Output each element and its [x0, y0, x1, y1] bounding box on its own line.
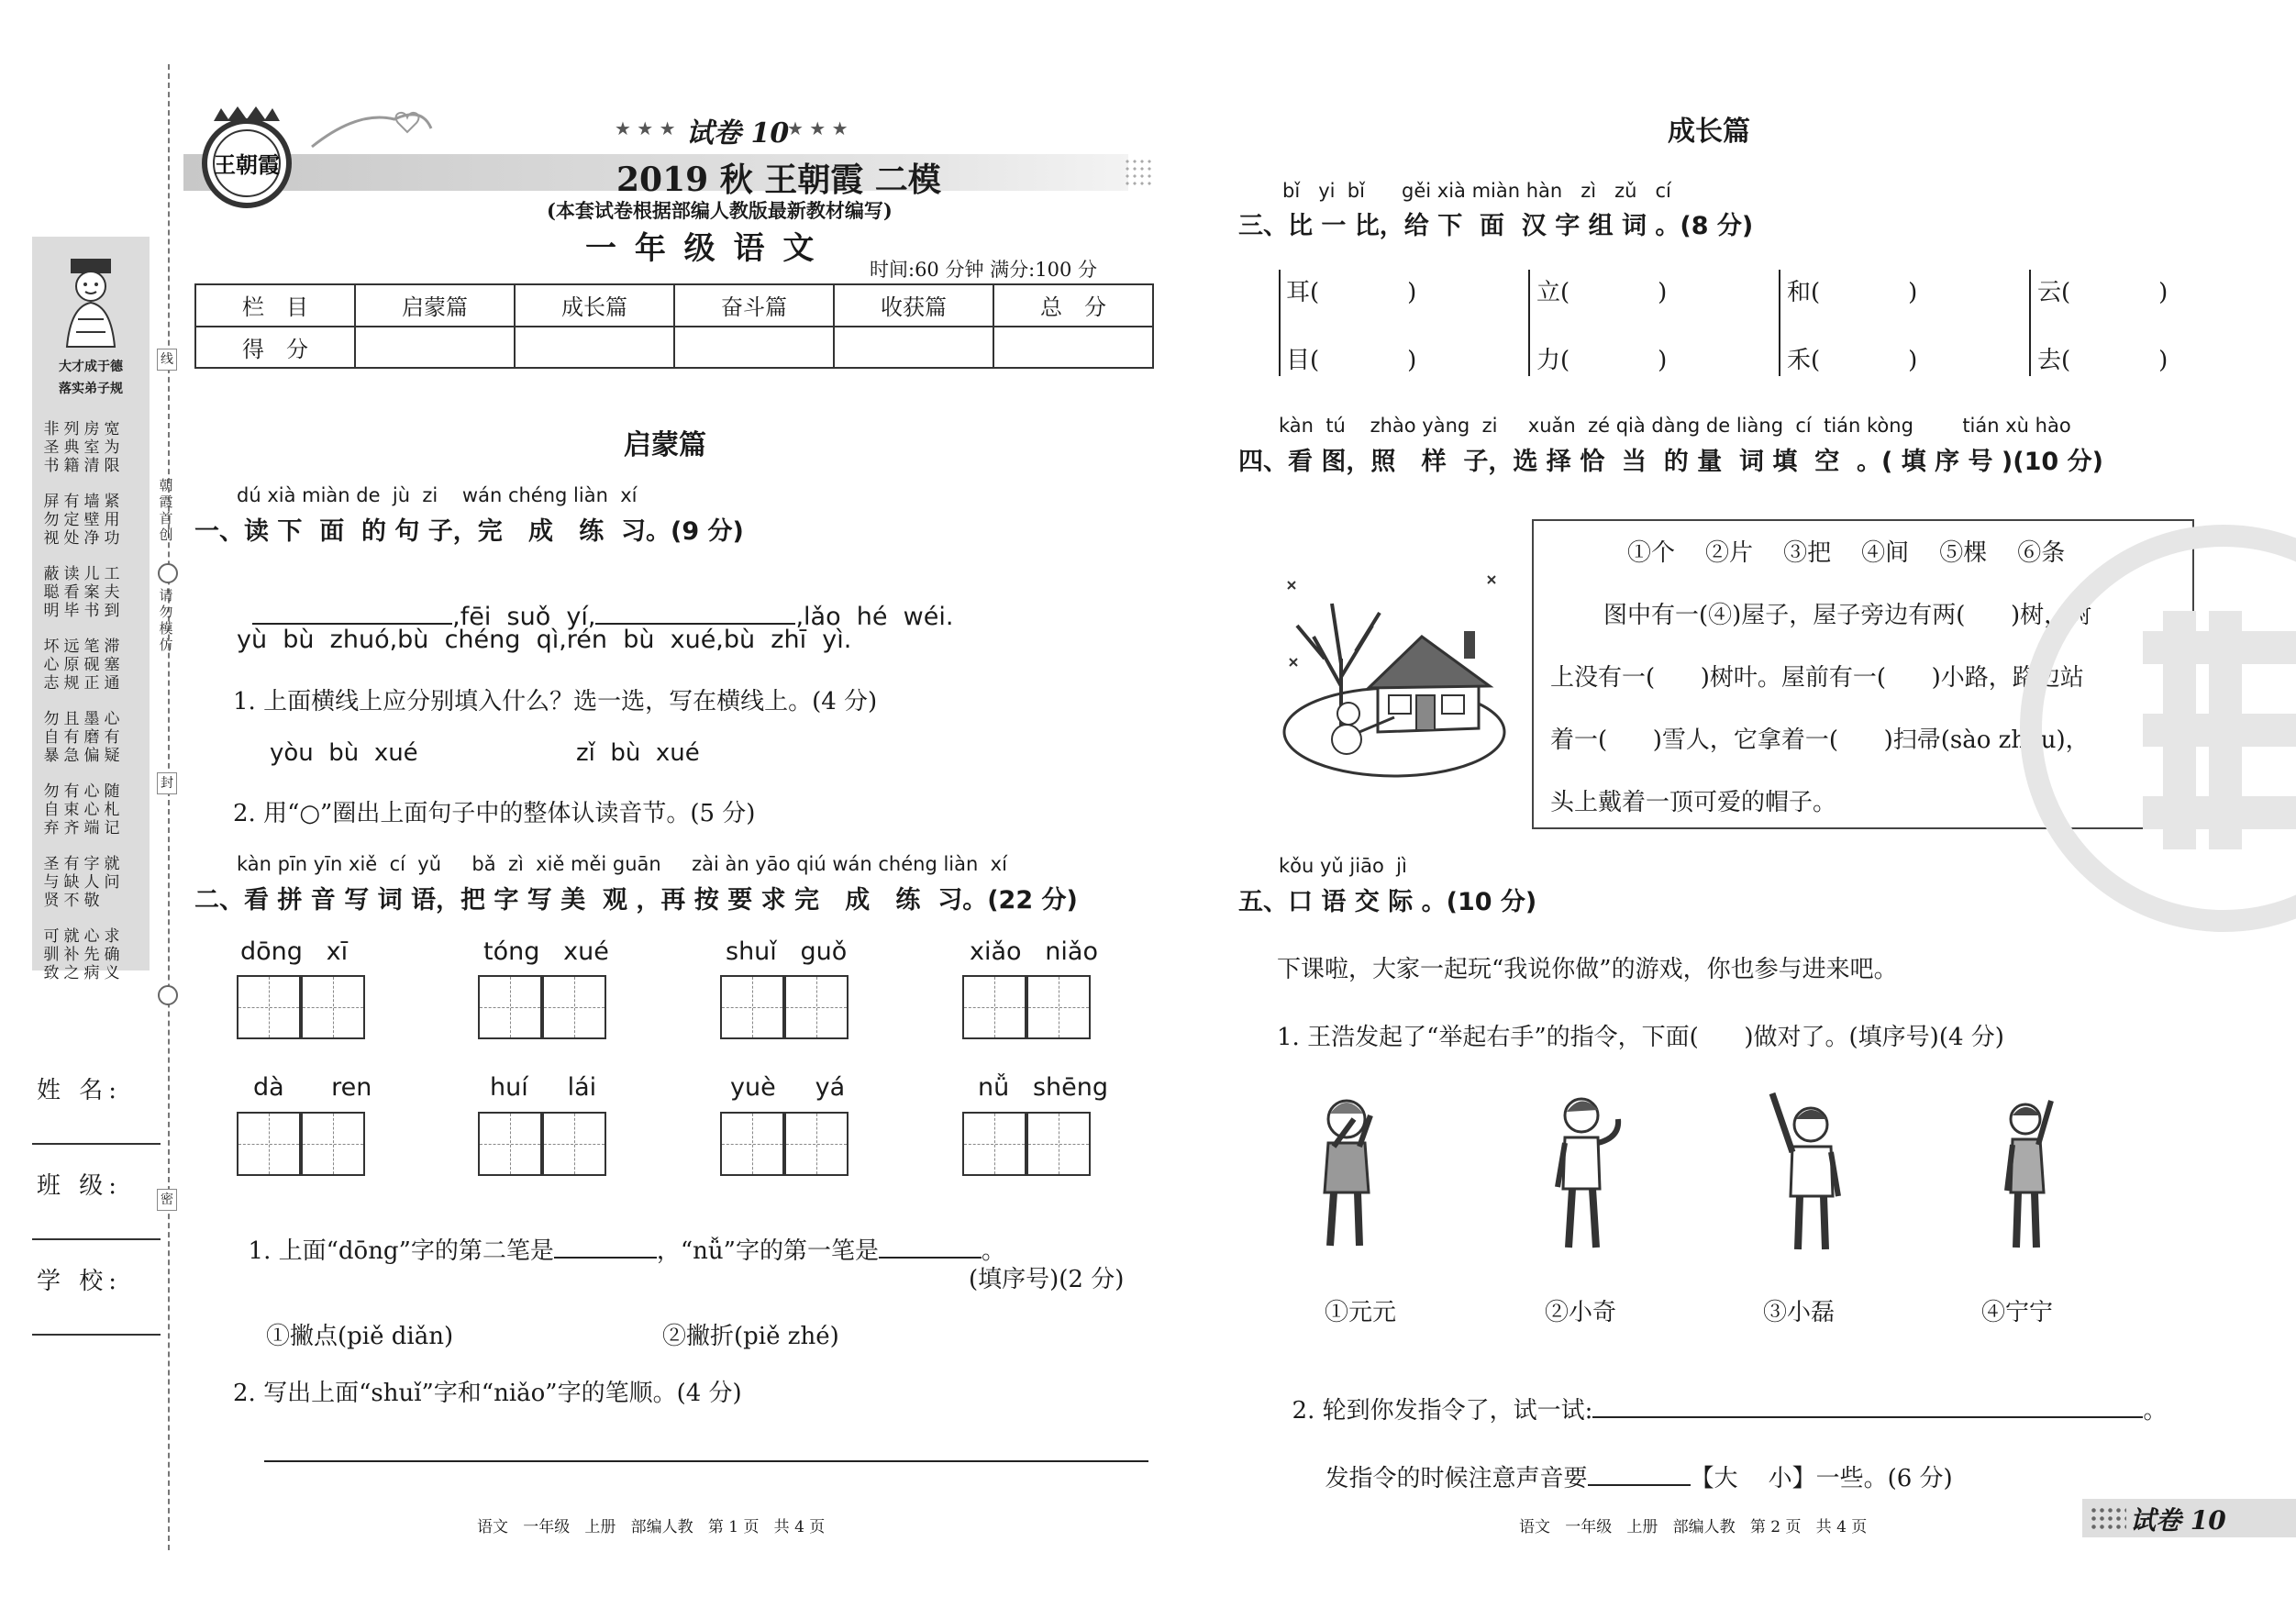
motto-char: 处 — [63, 529, 80, 548]
motto-char: 明 — [43, 602, 60, 620]
right-footer: 语文 一年级 上册 部编人教 第 2 页 共 4 页 — [1519, 1518, 1868, 1536]
motto-char: 端 — [83, 819, 100, 837]
motto-char: 列 — [63, 420, 80, 438]
q4-line2: 上没有一( )树叶。屋前有一( )小路，路边站 — [1550, 664, 2084, 692]
binding-hole-icon — [158, 563, 178, 583]
motto-block — [41, 927, 61, 996]
motto-block — [61, 420, 82, 489]
motto-char: 毕 — [63, 602, 80, 620]
motto-char: 敬 — [83, 892, 100, 910]
q3-pinyin: bǐ yi bǐ gěi xià miàn hàn zì zǔ cí — [1282, 180, 1671, 202]
motto-char: 暴 — [43, 747, 60, 765]
q2-word-pinyin: xiǎo niǎo — [970, 937, 1098, 966]
motto-char: 自 — [43, 728, 60, 747]
motto-char: 净 — [83, 529, 100, 548]
q3-item[interactable] — [1286, 341, 1416, 375]
score-col-shouhuo: 收获篇 — [834, 284, 993, 327]
child-name: ②小奇 — [1545, 1299, 1617, 1326]
q3-close: ) — [2158, 347, 2168, 374]
side-tag-char: 勿 — [159, 604, 173, 620]
writing-grid-cell[interactable] — [478, 975, 542, 1039]
q1-line1-end: ,lǎo hé wéi. — [795, 603, 954, 631]
q5-sub3 — [1310, 1431, 1953, 1493]
q2-blank-dong[interactable] — [554, 1231, 657, 1259]
motto-char: 疑 — [104, 747, 120, 765]
motto-char: 有 — [63, 855, 80, 873]
q5-sub2-end: 。 — [2143, 1397, 2168, 1425]
motto-block — [82, 493, 102, 561]
motto-char: 墨 — [83, 710, 100, 728]
class-field[interactable] — [32, 1238, 161, 1240]
score-table — [194, 283, 1154, 369]
motto-char: 不 — [63, 892, 80, 910]
motto-column — [41, 420, 61, 1000]
motto-char: 砚 — [83, 656, 100, 674]
motto-char: 之 — [63, 964, 80, 982]
q2-word-pinyin: yuè yá — [730, 1073, 846, 1102]
q4-title: 四、看 图，照 样 子，选 择 恰 当 的 量 词 填 空 。( 填 序 号 )(10 分) — [1238, 448, 2103, 476]
motto-block — [61, 638, 82, 706]
motto-column — [61, 420, 82, 1000]
motto-char: 书 — [83, 602, 100, 620]
motto-block — [41, 710, 61, 779]
motto-block — [61, 927, 82, 996]
motto-char: 就 — [63, 927, 80, 946]
motto-char: 有 — [63, 493, 80, 511]
motto-char: 典 — [63, 438, 80, 457]
motto-char: 贤 — [43, 892, 60, 910]
side-tag-char: 创 — [159, 527, 173, 543]
q3-close: ) — [1658, 279, 1668, 306]
writing-grid-cell[interactable] — [720, 1112, 784, 1176]
motto-char: 书 — [43, 457, 60, 475]
q3-char: 和( — [1787, 279, 1821, 306]
motto-char: 记 — [104, 819, 120, 837]
side-tag-char: 朝 — [159, 477, 173, 494]
motto-char: 急 — [63, 747, 80, 765]
motto-block — [41, 782, 61, 851]
writing-grid-cell[interactable] — [301, 975, 365, 1039]
q2-word-pinyin: huí lái — [490, 1073, 597, 1102]
motto-char: 可 — [43, 927, 60, 946]
seal-mark-secret: 密 — [157, 1189, 177, 1211]
ribbon-dots — [1124, 158, 1155, 189]
q4-options: ①个 ②片 ③把 ④间 ⑤棵 ⑥条 — [1627, 539, 2066, 567]
motto-block — [102, 782, 122, 851]
child-xiaolei-icon — [1761, 1088, 1853, 1257]
motto-char: 偏 — [83, 747, 100, 765]
q1-blank-2[interactable] — [595, 597, 795, 625]
q3-close: ) — [1658, 347, 1668, 374]
q2-sub1 — [233, 1203, 1005, 1266]
q3-char: 禾( — [1787, 347, 1821, 374]
side-tag-char: 霞 — [159, 494, 173, 510]
motto-char: 正 — [83, 674, 100, 693]
motto-block — [82, 782, 102, 851]
motto-block — [102, 565, 122, 634]
name-label: 姓 名: — [37, 1077, 123, 1104]
q2-word-pinyin: dōng xī — [240, 937, 349, 966]
motto-char: 心 — [83, 927, 100, 946]
watermark-seal-icon — [2014, 519, 2296, 937]
side-tag-char: 请 — [159, 587, 173, 604]
q1-pinyin: dú xià miàn de jù zi wán chéng liàn xí — [237, 484, 638, 506]
score-row-label: 得 分 — [195, 327, 355, 369]
q3-item[interactable] — [1286, 273, 1416, 307]
motto-char: 有 — [63, 782, 80, 801]
motto-char: 蔽 — [43, 565, 60, 583]
child-xiaoqi-icon — [1541, 1086, 1633, 1257]
q1-sub2: 2. 用“○”圈出上面句子中的整体认读音节。(5 分) — [233, 800, 756, 827]
writing-grid-cell[interactable] — [1026, 1112, 1091, 1176]
score-table-header-row — [195, 284, 1153, 327]
score-cell[interactable] — [674, 327, 834, 369]
q5-sub3-text: 发指令的时候注意声音要 — [1325, 1465, 1588, 1492]
q5-sub2 — [1277, 1363, 2167, 1425]
motto-char: 有 — [104, 728, 120, 747]
motto-char: 有 — [63, 728, 80, 747]
writing-grid-cell[interactable] — [237, 1112, 301, 1176]
motto-char: 弃 — [43, 819, 60, 837]
exam-time: 时间:60 分钟 满分:100 分 — [870, 259, 1097, 281]
motto-block — [102, 855, 122, 924]
motto-column — [82, 420, 102, 1000]
writing-grid-cell[interactable] — [301, 1112, 365, 1176]
section-title-qimeng: 启蒙篇 — [624, 429, 706, 461]
motto-char: 求 — [104, 927, 120, 946]
motto-block — [61, 782, 82, 851]
stars-right: ★ ★ ★ — [787, 117, 849, 139]
motto-char: 自 — [43, 801, 60, 819]
motto-char: 坏 — [43, 638, 60, 656]
side-tag-char: 仿 — [159, 637, 173, 653]
motto-block — [102, 493, 122, 561]
binding-hole-icon — [158, 985, 178, 1005]
motto-char: 磨 — [83, 728, 100, 747]
q3-char: 去( — [2037, 347, 2071, 374]
motto-char: 聪 — [43, 583, 60, 602]
motto-block — [41, 420, 61, 489]
motto-char: 滞 — [104, 638, 120, 656]
motto-char: 工 — [104, 565, 120, 583]
writing-grid-cell[interactable] — [962, 975, 1026, 1039]
motto-char: 心 — [83, 782, 100, 801]
q3-item[interactable] — [1536, 273, 1667, 307]
motto-char: 屏 — [43, 493, 60, 511]
score-table-score-row — [195, 327, 1153, 369]
q2-sub2: 2. 写出上面“shuǐ”字和“niǎo”字的笔顺。(4 分) — [233, 1380, 742, 1407]
q2-title: 二、看 拼 音 写 词 语，把 字 写 美 观 ，再 按 要 求 完 成 练 习。(22 分) — [194, 886, 1078, 915]
motto-char: 与 — [43, 873, 60, 892]
q2-sub1-end: 。 — [981, 1237, 1005, 1265]
q1-option-b: zǐ bù xué — [576, 739, 700, 767]
writing-grid-cell[interactable] — [784, 975, 849, 1039]
q2-sub1-mid: ，“nǚ”字的第一笔是 — [656, 1237, 879, 1265]
motto-heading-line: 落实弟子规 — [59, 382, 123, 396]
motto-char: 心 — [104, 710, 120, 728]
q3-item[interactable] — [1536, 341, 1667, 375]
writing-grid-cell[interactable] — [542, 1112, 606, 1176]
section-title-chengzhang: 成长篇 — [1668, 116, 1750, 148]
motto-char: 勿 — [43, 710, 60, 728]
q5-pinyin: kǒu yǔ jiāo jì — [1279, 855, 1407, 877]
motto-char: 塞 — [104, 656, 120, 674]
binding-dashed-line — [168, 64, 170, 1550]
motto-char: 原 — [63, 656, 80, 674]
motto-char: 远 — [63, 638, 80, 656]
stars-left: ★ ★ ★ — [615, 117, 676, 139]
q2-stroke-order-line[interactable] — [264, 1460, 1148, 1462]
motto-char: 宽 — [104, 420, 120, 438]
q3-item[interactable] — [2037, 341, 2168, 375]
motto-block — [82, 565, 102, 634]
motto-char: 笔 — [83, 638, 100, 656]
score-cell[interactable] — [355, 327, 515, 369]
q4-line1: 图中有一(④)屋子，屋子旁边有两( )树，树 — [1603, 602, 2092, 629]
score-col-qimeng: 启蒙篇 — [355, 284, 515, 327]
q2-word-pinyin: dà ren — [253, 1073, 372, 1102]
motto-char: 看 — [63, 583, 80, 602]
motto-block — [61, 855, 82, 924]
motto-char: 补 — [63, 946, 80, 964]
motto-char: 就 — [104, 855, 120, 873]
motto-block — [82, 638, 102, 706]
motto-char: 非 — [43, 420, 60, 438]
school-label: 学 校: — [37, 1268, 123, 1295]
q3-char: 目( — [1286, 347, 1320, 374]
left-footer: 语文 一年级 上册 部编人教 第 1 页 共 4 页 — [477, 1518, 826, 1536]
motto-block — [82, 855, 102, 924]
side-tag-char: 模 — [159, 620, 173, 637]
motto-char: 功 — [104, 529, 120, 548]
exam-note: (本套试卷根据部编人教版最新教材编写) — [547, 199, 893, 222]
q3-item[interactable] — [1787, 273, 1917, 307]
q3-close: ) — [1908, 347, 1918, 374]
motto-heading-line: 大才成于德 — [59, 360, 123, 374]
child-yuanyuan-icon — [1303, 1092, 1394, 1257]
motto-char: 规 — [63, 674, 80, 693]
motto-char: 夫 — [104, 583, 120, 602]
q5-sub1: 1. 王浩发起了“举起右手”的指令，下面( )做对了。(填序号)(4 分) — [1277, 1024, 2004, 1051]
exam-title: 2019 秋 王朝霞 二模 — [616, 161, 941, 199]
motto-block — [41, 565, 61, 634]
q3-separator — [1528, 270, 1530, 376]
q5-volume-blank[interactable] — [1588, 1458, 1691, 1486]
motto-block — [41, 493, 61, 561]
q2-sub1-text: 1. 上面“dōng”字的第二笔是 — [248, 1237, 554, 1265]
q5-sub2-text: 2. 轮到你发指令了，试一试: — [1292, 1397, 1593, 1425]
q3-separator — [2029, 270, 2031, 376]
writing-grid-cell[interactable] — [720, 975, 784, 1039]
motto-char: 问 — [104, 873, 120, 892]
motto-char: 读 — [63, 565, 80, 583]
q2-sub1-note: (填序号)(2 分) — [969, 1266, 1125, 1293]
motto-char: 视 — [43, 529, 60, 548]
motto-char: 壁 — [83, 511, 100, 529]
q2-blank-nv[interactable] — [879, 1231, 982, 1259]
motto-char: 字 — [83, 855, 100, 873]
q1-blank-1[interactable] — [252, 597, 452, 625]
writing-grid-cell[interactable] — [478, 1112, 542, 1176]
motto-block — [102, 927, 122, 996]
writing-grid-cell[interactable] — [542, 975, 606, 1039]
motto-block — [102, 420, 122, 489]
score-col-fendou: 奋斗篇 — [674, 284, 834, 327]
q2-pinyin: kàn pīn yīn xiě cí yǔ bǎ zì xiě měi guān zài àn yāo qiú wán chéng liàn xí — [237, 853, 1007, 875]
q2-word-pinyin: nǚ shēng — [978, 1073, 1109, 1102]
motto-char: 且 — [63, 710, 80, 728]
motto-char: 用 — [104, 511, 120, 529]
q4-line3: 着一( )雪人，它拿着一( )扫帚(sào zhou)， — [1550, 726, 2090, 754]
q2-option-1: ①撇点(piě diǎn) — [266, 1323, 454, 1350]
motto-char: 清 — [83, 457, 100, 475]
motto-char: 病 — [83, 964, 100, 982]
seal-mark-seal: 封 — [157, 772, 177, 794]
motto-char: 心 — [43, 656, 60, 674]
writing-grid-cell[interactable] — [962, 1112, 1026, 1176]
q5-command-blank[interactable] — [1592, 1391, 2143, 1418]
motto-char: 案 — [83, 583, 100, 602]
motto-block — [102, 638, 122, 706]
motto-char: 驯 — [43, 946, 60, 964]
q3-close: ) — [1407, 347, 1417, 374]
child-ningning-icon — [1985, 1092, 2077, 1257]
q3-char: 力( — [1536, 347, 1570, 374]
motto-char: 籍 — [63, 457, 80, 475]
q3-close: ) — [2158, 279, 2168, 306]
side-tag-first — [156, 477, 176, 543]
q5-title: 五、口 语 交 际 。(10 分) — [1238, 888, 1537, 916]
child-name: ③小磊 — [1763, 1299, 1836, 1326]
side-tag-char: 首 — [159, 510, 173, 527]
q3-separator — [1779, 270, 1780, 376]
motto-char: 人 — [83, 873, 100, 892]
motto-char: 通 — [104, 674, 120, 693]
motto-char: 确 — [104, 946, 120, 964]
q2-word-pinyin: tóng xué — [483, 937, 609, 966]
child-name: ①元元 — [1325, 1299, 1397, 1326]
score-cell[interactable] — [515, 327, 674, 369]
q1-title: 一、读 下 面 的 句 子，完 成 练 习。(9 分) — [194, 517, 744, 546]
motto-block — [61, 493, 82, 561]
motto-block — [82, 927, 102, 996]
paper-tab-label: 试卷 10 — [2130, 1505, 2226, 1536]
motto-char: 缺 — [63, 873, 80, 892]
q3-close: ) — [1908, 279, 1918, 306]
motto-char: 为 — [104, 438, 120, 457]
side-tag-second — [156, 587, 176, 653]
q2-word-pinyin: shuǐ guǒ — [726, 937, 848, 966]
motto-char: 墙 — [83, 493, 100, 511]
motto-char: 勿 — [43, 782, 60, 801]
q3-char: 云( — [2037, 279, 2071, 306]
motto-char: 房 — [83, 420, 100, 438]
writing-grid-cell[interactable] — [1026, 975, 1091, 1039]
motto-char: 齐 — [63, 819, 80, 837]
writing-grid-cell[interactable] — [784, 1112, 849, 1176]
motto-char: 定 — [63, 511, 80, 529]
motto-char: 限 — [104, 457, 120, 475]
logo-text: 王朝霞 — [214, 151, 280, 178]
score-cell[interactable] — [993, 327, 1153, 369]
writing-grid-cell[interactable] — [237, 975, 301, 1039]
scholar-figure-icon — [54, 255, 128, 350]
motto-char: 到 — [104, 602, 120, 620]
child-name: ④宁宁 — [1981, 1299, 2054, 1326]
motto-char: 心 — [83, 801, 100, 819]
motto-block — [102, 710, 122, 779]
q3-char: 立( — [1536, 279, 1570, 306]
motto-char: 紧 — [104, 493, 120, 511]
q4-line4: 头上戴着一顶可爱的帽子。 — [1550, 789, 1837, 816]
q1-sub1: 1. 上面横线上应分别填入什么？选一选，写在横线上。(4 分) — [233, 688, 878, 715]
motto-char: 致 — [43, 964, 60, 982]
q1-line1-mid: ,fēi suǒ yí, — [452, 603, 596, 631]
motto-panel — [32, 237, 150, 982]
motto-char: 束 — [63, 801, 80, 819]
motto-char: 室 — [83, 438, 100, 457]
brand-logo-icon — [188, 103, 305, 209]
motto-char: 圣 — [43, 438, 60, 457]
motto-block — [82, 420, 102, 489]
paper-number: 试卷 10 — [686, 117, 790, 150]
winter-house-illustration-icon — [1277, 549, 1508, 782]
motto-column — [102, 420, 122, 1000]
q3-item[interactable] — [2037, 273, 2168, 307]
score-col-total: 总 分 — [993, 284, 1153, 327]
q1-option-a: yòu bù xué — [270, 739, 418, 767]
motto-block — [82, 710, 102, 779]
motto-char: 随 — [104, 782, 120, 801]
name-field[interactable] — [32, 1143, 161, 1145]
q3-char: 耳( — [1286, 279, 1320, 306]
q3-item[interactable] — [1787, 341, 1917, 375]
motto-block — [41, 638, 61, 706]
q1-line2: yù bù zhuó,bù chéng qì,rén bù xué,bù zhī yì. — [237, 626, 852, 654]
q2-option-2: ②撇折(piě zhé) — [662, 1323, 839, 1350]
motto-char: 圣 — [43, 855, 60, 873]
q5-intro: 下课啦，大家一起玩“我说你做”的游戏，你也参与进来吧。 — [1277, 956, 1898, 983]
motto-char: 先 — [83, 946, 100, 964]
seal-mark-line: 线 — [157, 349, 177, 371]
q5-sub3-end: 【大 小】一些。(6 分) — [1690, 1465, 1953, 1492]
q3-close: ) — [1407, 279, 1417, 306]
exam-subject: 一 年 级 语 文 — [585, 230, 818, 267]
score-cell[interactable] — [834, 327, 993, 369]
score-col-label: 栏 目 — [195, 284, 355, 327]
motto-char: 义 — [104, 964, 120, 982]
q3-separator — [1279, 270, 1281, 376]
q4-pinyin: kàn tú zhào yàng zi xuǎn zé qià dàng de liàng cí tián kòng tián xù hào — [1279, 415, 2071, 437]
q3-title: 三、比 一 比，给 下 面 汉 字 组 词 。(8 分) — [1238, 212, 1754, 240]
motto-block — [41, 855, 61, 924]
motto-heading — [39, 356, 142, 400]
q1-line1 — [237, 569, 953, 631]
paper-tab-dots — [2090, 1506, 2126, 1532]
motto-char: 儿 — [83, 565, 100, 583]
motto-block — [61, 565, 82, 634]
score-col-chengzhang: 成长篇 — [515, 284, 674, 327]
class-label: 班 级: — [37, 1172, 123, 1200]
school-field[interactable] — [32, 1334, 161, 1336]
motto-char: 志 — [43, 674, 60, 693]
motto-grid — [41, 420, 140, 1000]
motto-char: 勿 — [43, 511, 60, 529]
heart-swoosh-icon — [303, 101, 440, 156]
motto-char: 札 — [104, 801, 120, 819]
motto-block — [61, 710, 82, 779]
